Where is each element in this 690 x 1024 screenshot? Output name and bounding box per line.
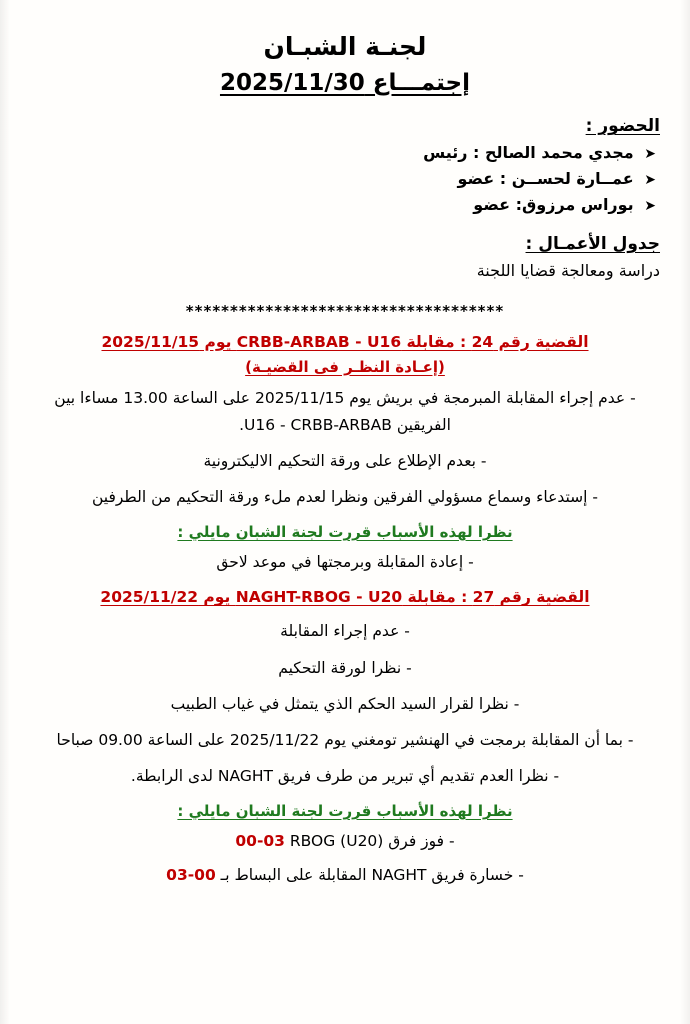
decision-text: - فوز فرق RBOG (U20) [289,832,455,851]
case-subheading: (إعـادة النظـر فى القضيـة) [245,357,445,376]
case-heading: القضية رقم 27 : مقابلة NAGHT-RBOG - U20 يوم 2025/11/22 [100,588,590,607]
case-line: - بما أن المقابلة برمجت في الهنشير تومغني يوم 2025/11/22 على الساعة 09.00 صباحا [56,730,634,749]
list-item [30,166,660,192]
decision-heading: نظرا لهذه الأسباب قررت لجنة الشبان مايلي : [177,802,513,821]
attendee-list [30,140,660,218]
decision-line [30,549,660,575]
title-block [30,30,660,100]
case-block-2 [30,585,660,888]
attendee-label: بوراس مرزوق: عضو [473,195,634,215]
score-value: 00-03 [235,832,285,851]
case-line: - إستدعاء وسماع مسؤولي الفرقين ونظرا لعدم ملء ورقة التحكيم من الطرفين [91,487,598,506]
arrow-bullet-icon: ➤ [644,172,656,189]
page-title: لجنـة الشبـان [263,32,427,61]
list-item [30,140,660,166]
case-line: - نظرا العدم تقديم أي تبرير من طرف فريق NAGHT لدى الرابطة. [130,766,560,785]
list-item [30,192,660,218]
attendee-label: مجدي محمد الصالح : رئيس [423,143,634,163]
case-heading: القضية رقم 24 : مقابلة CRBB-ARBAB - U16 يوم 2025/11/15 [101,332,589,351]
arrow-bullet-icon: ➤ [644,198,656,215]
decision-heading: نظرا لهذه الأسباب قررت لجنة الشبان مايلي : [177,523,513,542]
arrow-bullet-icon: ➤ [644,146,656,163]
case-line: - عدم إجراء المقابلة المبرمجة في بريش يوم 2025/11/15 على الساعة 13.00 مساءا بين الفريقين U16 - CRBB-ARBAB. [54,388,636,434]
decision-line [30,862,660,888]
attendee-label: عمــارة لحســن : عضو [457,169,634,189]
decision-line [30,828,660,854]
score-value: 03-00 [166,866,216,885]
case-line: - نظرا لورقة التحكيم [278,658,412,677]
case-line: - عدم إجراء المقابلة [280,622,410,641]
case-line: - بعدم الإطلاع على ورقة التحكيم الاليكترونية [203,451,487,470]
decision-text: - إعادة المقابلة وبرمجتها في موعد لاحق [216,553,474,572]
separator-line: ************************************ [185,301,505,320]
decision-text: - خسارة فريق NAGHT المقابلة على البساط بـ [220,866,524,885]
case-block-1 [30,330,660,576]
case-line: - نظرا لقرار السيد الحكم الذي يتمثل في غياب الطبيب [170,694,520,713]
meeting-date-subtitle: إجتمـــاع 2025/11/30 [219,69,471,96]
attendance-heading: الحضور : [585,116,660,137]
agenda-heading: جدول الأعمـال : [525,233,660,254]
agenda-text: دراسة ومعالجة قضايا اللجنة [476,260,660,280]
